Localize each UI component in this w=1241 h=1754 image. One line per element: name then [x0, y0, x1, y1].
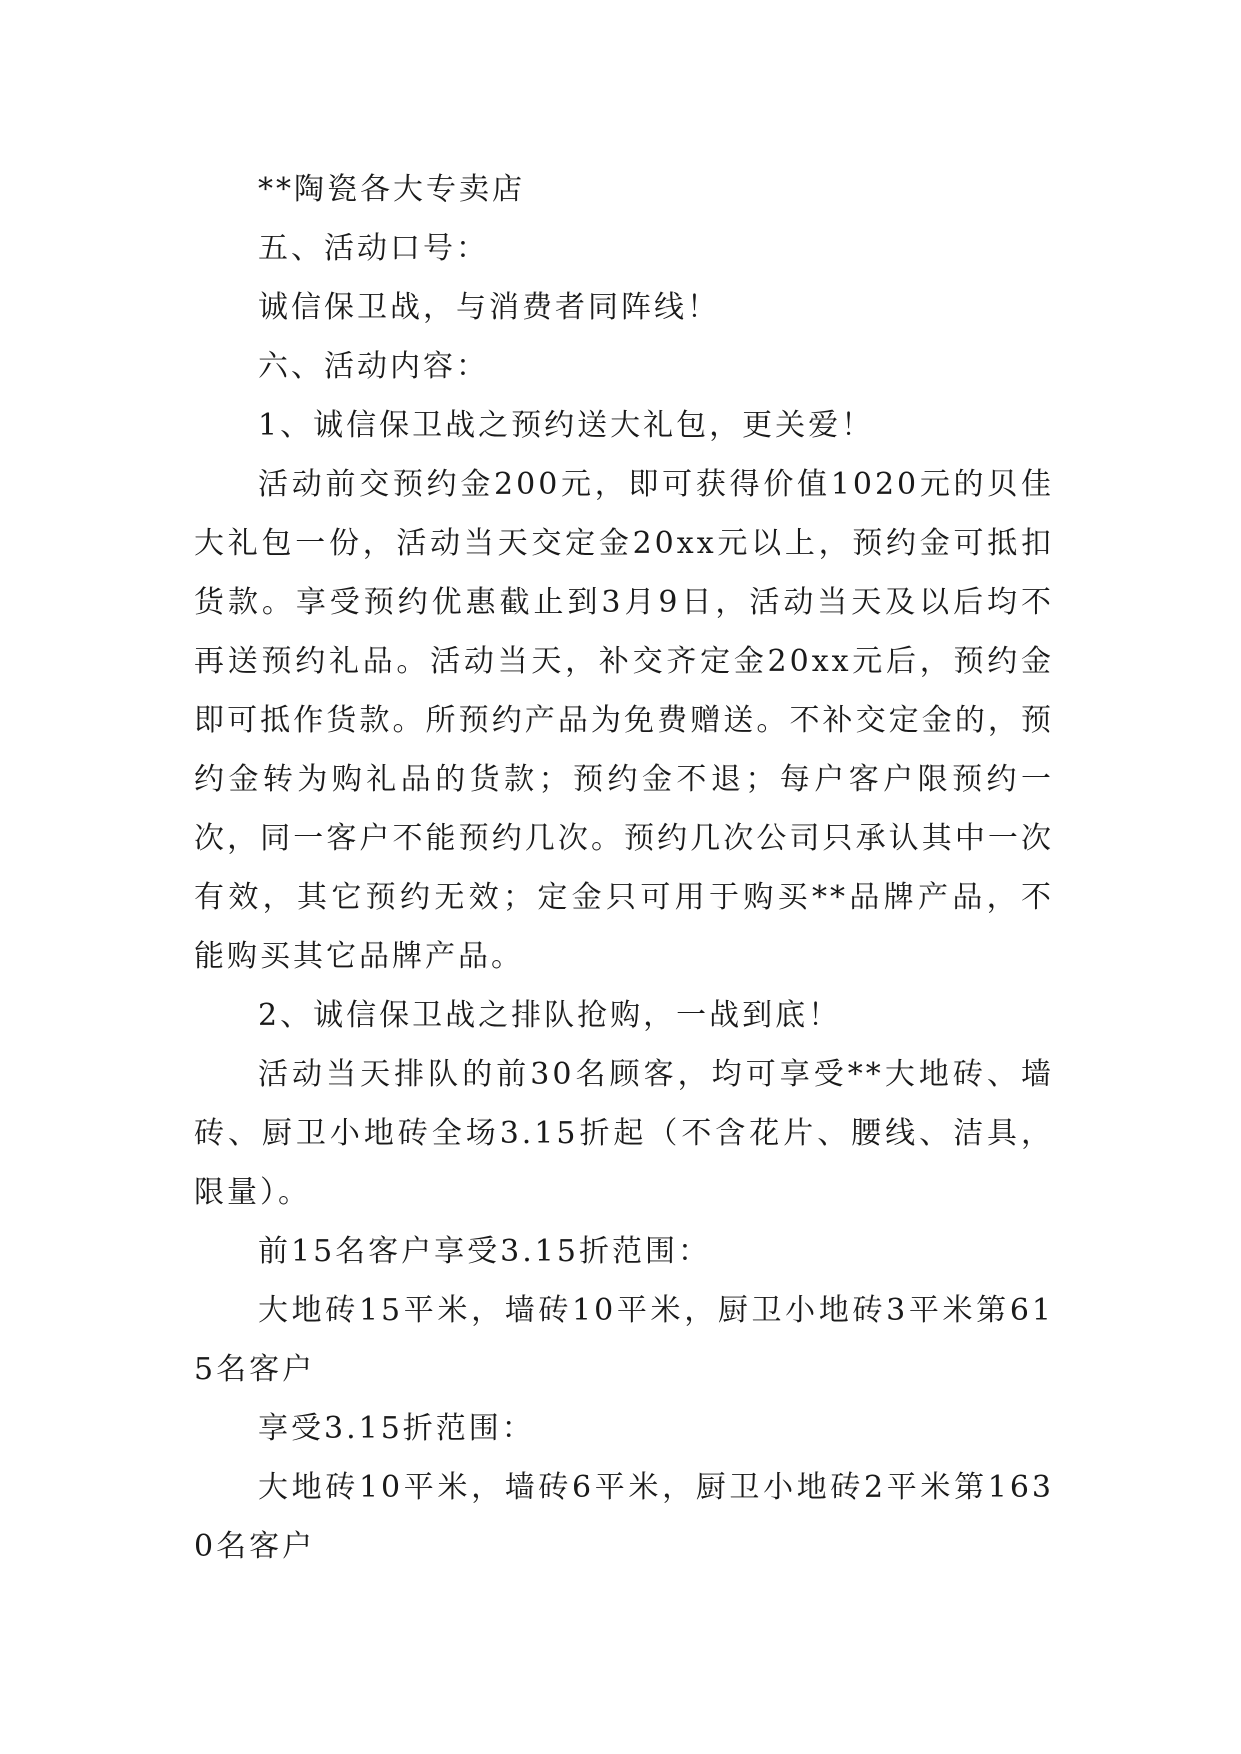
paragraph-top15-range: 前15名客户享受3.15折范围：	[258, 1234, 711, 1269]
paragraph-reservation-details: 活动前交预约金200元，即可获得价值1020元的贝佳大礼包一份，活动当天交定金20xx元以上，预约金可抵扣货款。享受预约优惠截止到3月9日，活动当天及以后均不再送预约礼品。活动当天，补交齐定金20xx元后，预约金即可抵作货款。所预约产品为免费赠送。不补交定金的，预约金转为购礼品的货款；预约金不退；每户客户限预约一次，同一客户不能预约几次。预约几次公司只承认其中一次有效，其它预约无效；定金只可用于购买**品牌产品，不能购买其它品牌产品。	[194, 467, 1054, 974]
subheading-reservation: 1、诚信保卫战之预约送大礼包，更关爱！	[258, 408, 875, 443]
subheading-queue: 2、诚信保卫战之排队抢购，一战到底！	[258, 998, 842, 1033]
heading-slogan: 五、活动口号：	[258, 231, 489, 266]
paragraph-16-30-areas: 大地砖10平米，墙砖6平米，厨卫小地砖2平米第1630名客户	[194, 1470, 1054, 1564]
heading-content: 六、活动内容：	[258, 349, 489, 384]
document-body	[194, 160, 1054, 1576]
paragraph-range-heading: 享受3.15折范围：	[258, 1411, 535, 1446]
paragraph-slogan: 诚信保卫战，与消费者同阵线！	[258, 290, 720, 325]
paragraph-queue-details: 活动当天排队的前30名顾客，均可享受**大地砖、墙砖、厨卫小地砖全场3.15折起（不含花片、腰线、洁具，限量）。	[194, 1057, 1054, 1210]
paragraph-top15-areas: 大地砖15平米，墙砖10平米，厨卫小地砖3平米第615名客户	[194, 1293, 1054, 1387]
paragraph-store-list: **陶瓷各大专卖店	[258, 172, 525, 207]
